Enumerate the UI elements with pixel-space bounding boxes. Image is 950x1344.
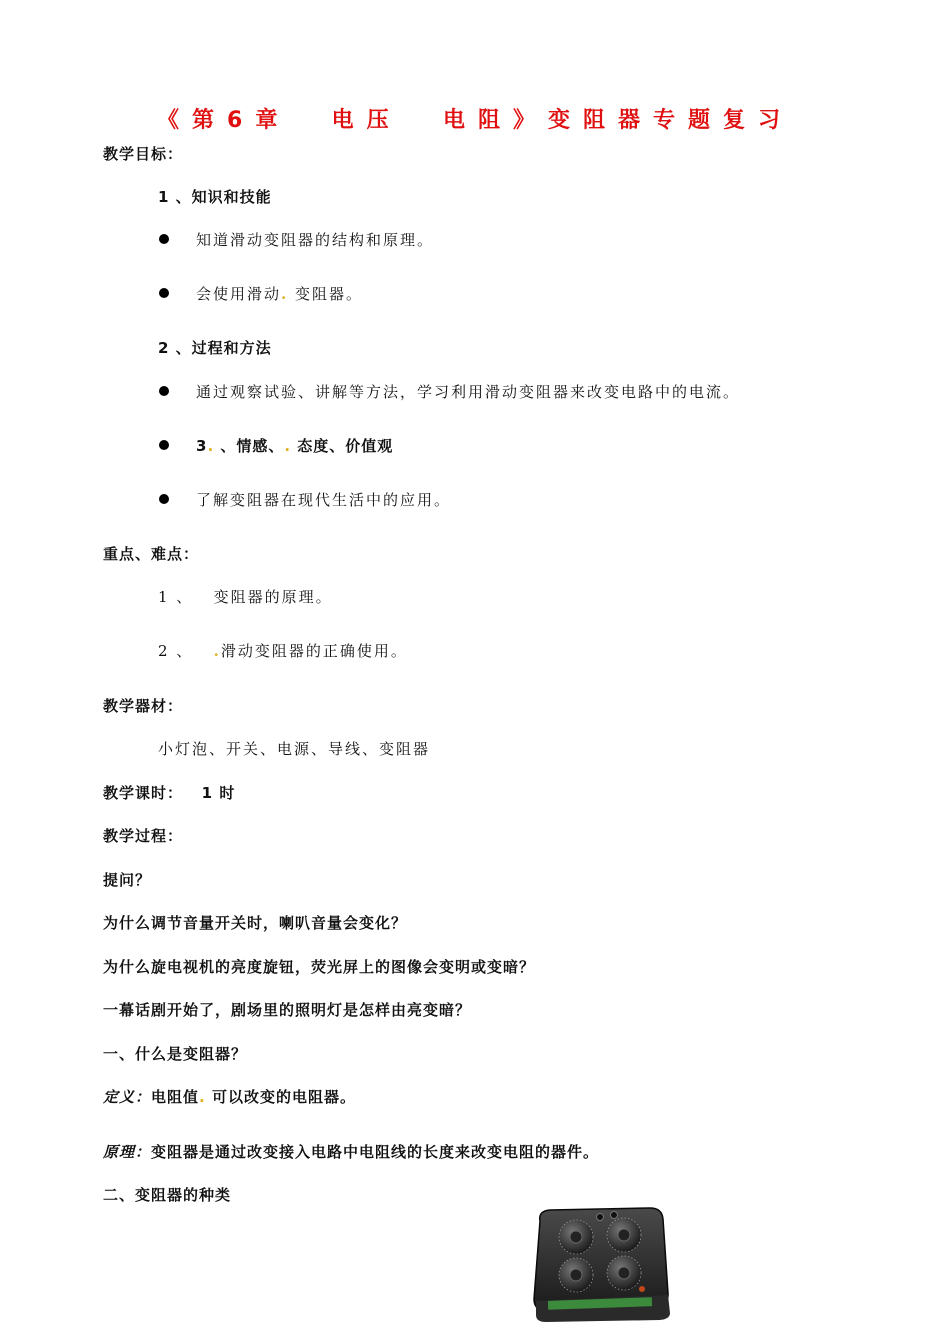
keypoint-item-2-text: 滑动变阻器的正确使用。 (220, 642, 408, 660)
bullet-icon (159, 440, 169, 450)
keypoint-item-2 (158, 640, 408, 661)
objective-section-3-part-b: 态度、价值观 (291, 437, 394, 455)
objective-section-3 (196, 435, 393, 456)
objective-item-1: 知道滑动变阻器的结构和原理。 (196, 231, 435, 249)
objective-item-3: 通过观察试验、讲解等方法，学习利用滑动变阻器来改变电路中的电流。 (196, 383, 741, 401)
mark-dot: . (284, 437, 292, 455)
mark-dot: . (207, 437, 215, 455)
definition-label: 定义： (103, 1088, 152, 1106)
resistance-box-image (526, 1205, 672, 1323)
question-3: 一幕话剧开始了，剧场里的照明灯是怎样由亮变暗？ (103, 1001, 472, 1019)
keypoint-item-2-number: 2 、 (158, 642, 214, 660)
definition-text-a: 电阻值 (151, 1088, 200, 1106)
objective-section-3-part-a: 、情感、 (214, 437, 285, 455)
definition-text-b: 可以改变的电阻器。 (205, 1088, 356, 1106)
principle-label: 原理： (103, 1143, 152, 1161)
bullet-icon (159, 386, 169, 396)
objective-item-2-part-b: 变阻器。 (288, 285, 364, 303)
question-1: 为什么调节音量开关时，喇叭音量会变化？ (103, 914, 408, 932)
bullet-icon (159, 234, 169, 244)
section-1-heading: 一、什么是变阻器？ (103, 1045, 248, 1063)
mark-dot: . (199, 1088, 206, 1106)
process-heading: 教学过程： (103, 827, 184, 845)
mark-dot: . (281, 285, 289, 303)
objective-section-3-number: 3 (196, 437, 208, 455)
keypoints-heading: 重点、难点： (103, 545, 200, 563)
bullet-icon (159, 494, 169, 504)
objective-item-2 (196, 283, 363, 304)
definition-line (103, 1086, 356, 1107)
materials-heading: 教学器材： (103, 697, 184, 715)
keypoint-item-1: 1 、 变阻器的原理。 (158, 588, 333, 606)
objectives-heading: 教学目标： (103, 145, 184, 163)
principle-text: 变阻器是通过改变接入电路中电阻线的长度来改变电阻的器件。 (151, 1143, 600, 1161)
objective-item-4: 了解变阻器在现代生活中的应用。 (196, 491, 452, 509)
section-2-heading: 二、变阻器的种类 (103, 1186, 232, 1204)
materials-list: 小灯泡、开关、电源、导线、变阻器 (158, 740, 431, 758)
question-intro: 提问？ (103, 871, 152, 889)
bullet-icon (159, 288, 169, 298)
principle-line (103, 1141, 599, 1162)
mark-dot: . (213, 642, 221, 660)
objective-section-1: 1 、知识和技能 (158, 188, 272, 206)
page-title: 《第6章 电压 电阻》变阻器专题复习 (157, 108, 793, 133)
objective-item-2-part-a: 会使用滑动 (196, 285, 282, 303)
class-hours: 教学课时： 1 时 (103, 784, 236, 802)
question-2: 为什么旋电视机的亮度旋钮，荧光屏上的图像会变明或变暗？ (103, 958, 536, 976)
objective-section-2: 2 、过程和方法 (158, 339, 272, 357)
